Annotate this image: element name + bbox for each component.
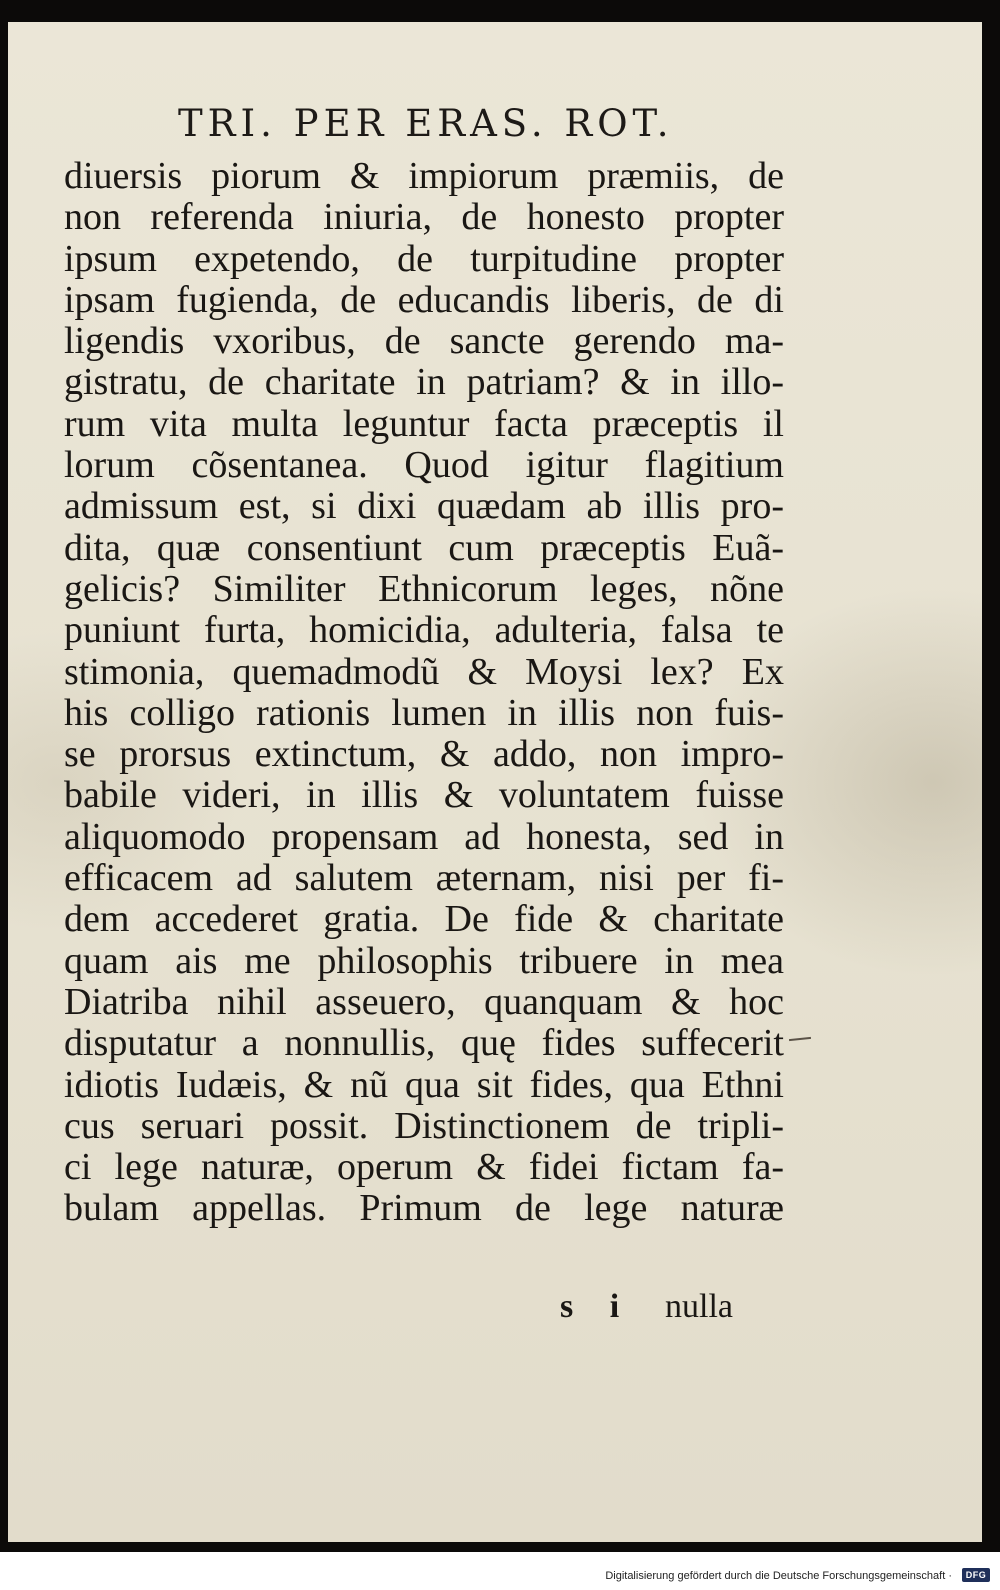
text-line: Diatriba nihil asseuero, quanquam & hoc [64, 981, 784, 1023]
text-line: rum vita multa leguntur facta præceptis il [64, 403, 784, 445]
text-line: ipsam fugienda, de educandis liberis, de di [64, 279, 784, 321]
running-head: TRI. PER ERAS. ROT. [178, 102, 674, 145]
catchword: nulla [665, 1288, 733, 1325]
text-line: idiotis Iudæis, & nũ qua sit fides, qua Ethni [64, 1064, 784, 1106]
text-line: gelicis? Similiter Ethnicorum leges, nõne [64, 568, 784, 610]
body-text [64, 156, 784, 1230]
text-line: se prorsus extinctum, & addo, non impro- [64, 734, 784, 776]
signature-mark: s i [560, 1288, 634, 1325]
text-line: aliquomodo propensam ad honesta, sed in [64, 816, 784, 858]
dfg-logo: DFG [962, 1568, 990, 1582]
text-line: efficacem ad salutem æternam, nisi per fi- [64, 858, 784, 900]
text-line: puniunt furta, homicidia, adulteria, falsa te [64, 610, 784, 652]
text-line: babile videri, in illis & voluntatem fuisse [64, 775, 784, 817]
text-line: dem accederet gratia. De fide & charitate [64, 899, 784, 941]
text-line: ipsum expetendo, de turpitudine propter [64, 238, 784, 280]
page-footer [560, 1288, 770, 1328]
text-line: dita, quæ consentiunt cum præceptis Euã- [64, 527, 784, 569]
text-line: lorum cõsentanea. Quod igitur flagitium [64, 445, 784, 487]
text-line: bulam appellas. Primum de lege naturæ [64, 1188, 784, 1230]
text-line: gistratu, de charitate in patriam? & in illo- [64, 362, 784, 404]
text-line: non referenda iniuria, de honesto propter [64, 197, 784, 239]
text-line: cus seruari possit. Distinctionem de tripli- [64, 1105, 784, 1147]
text-line: admissum est, si dixi quædam ab illis pro- [64, 486, 784, 528]
text-line: disputatur a nonnullis, quę fides suffecerit [64, 1023, 784, 1065]
funding-credit: Digitalisierung gefördert durch die Deutsche Forschungsgemeinschaft · [605, 1570, 952, 1582]
text-line: ligendis vxoribus, de sancte gerendo ma- [64, 321, 784, 363]
text-line: ci lege naturæ, operum & fidei fictam fa- [64, 1147, 784, 1189]
book-page [8, 22, 982, 1542]
text-line: quam ais me philosophis tribuere in mea [64, 940, 784, 982]
text-line: stimonia, quemadmodũ & Moysi lex? Ex [64, 651, 784, 693]
margin-mark [789, 1037, 811, 1041]
text-line: his colligo rationis lumen in illis non fuis- [64, 692, 784, 734]
text-line: diuersis piorum & impiorum præmiis, de [64, 156, 784, 197]
